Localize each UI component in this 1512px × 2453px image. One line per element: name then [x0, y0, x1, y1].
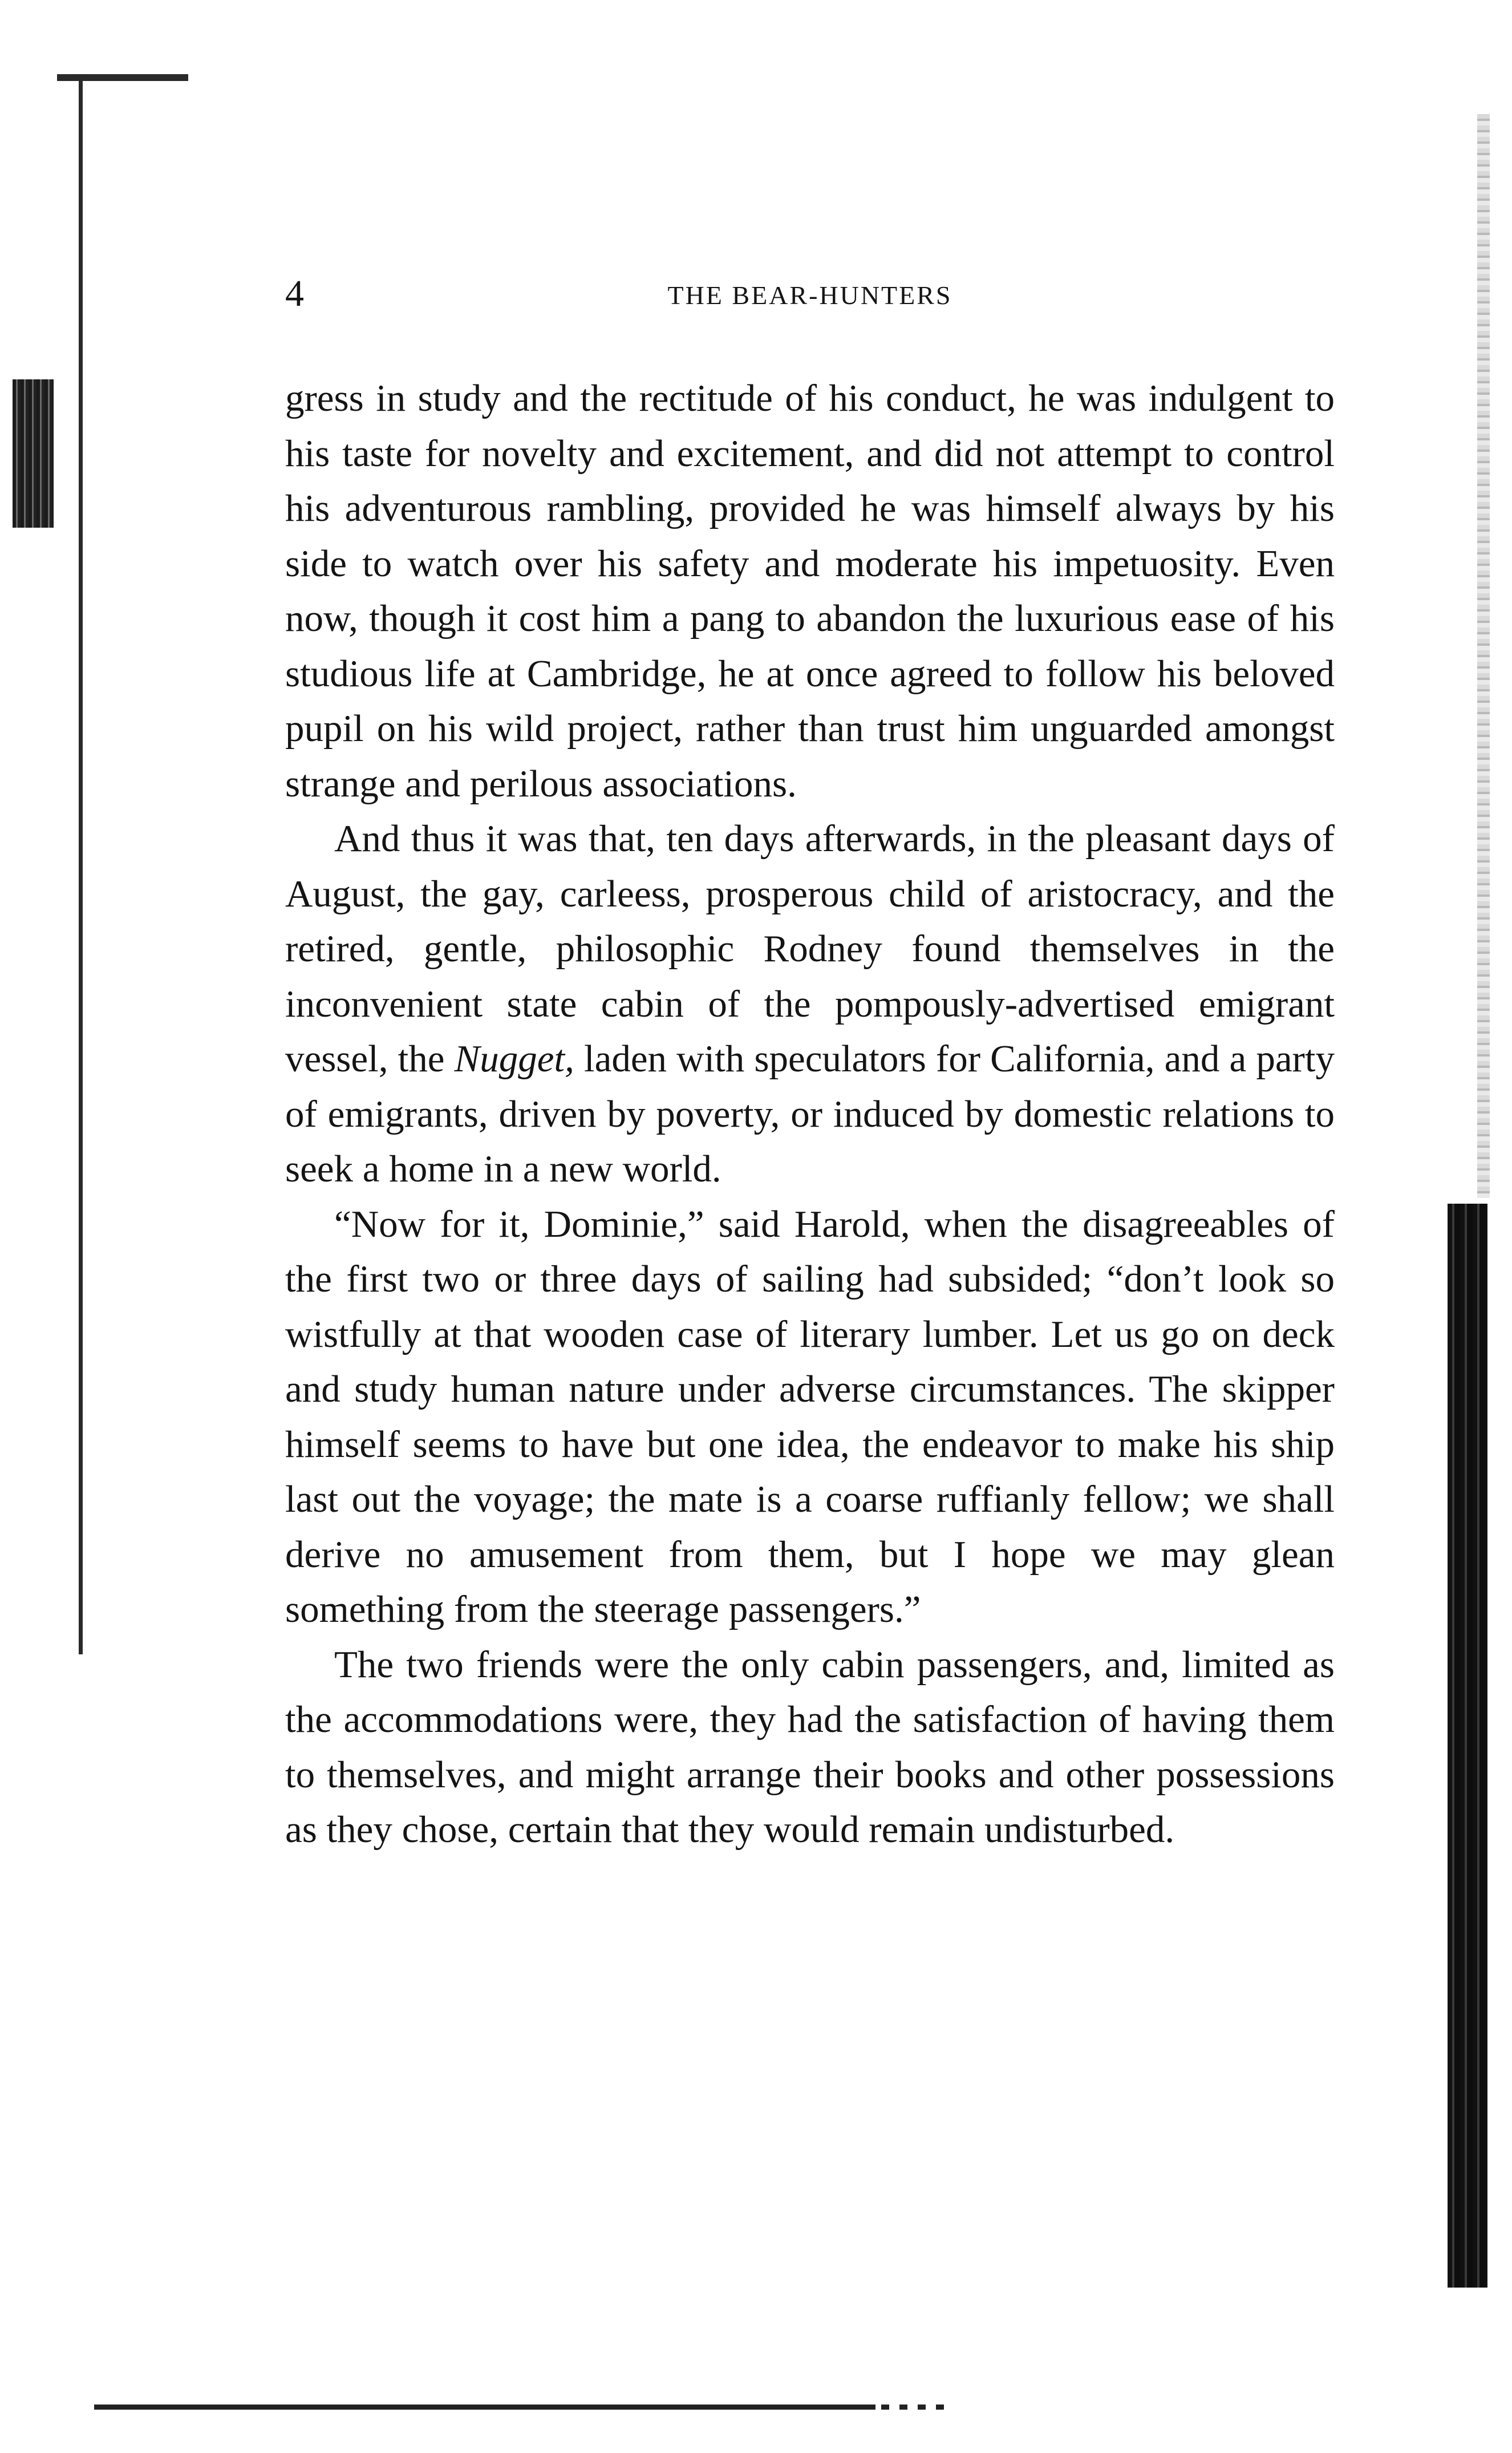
paragraph [285, 811, 1335, 1197]
scan-right-edge-noise [1477, 114, 1490, 1198]
paragraph-text: laden with speculators for California, and a party of emigrants, driven by poverty, or induced by domestic relations to seek a home in a new world. [285, 1038, 1335, 1190]
paragraph: gress in study and the rectitude of his conduct, he was indulgent to his taste for novelty and excitement, and did not attempt to control his adventurous rambling, provided he was himself always by his side to watch over his safety and moderate his impetuosity. Even now, though it cost him a pang to abandon the luxurious ease of his studious life at Cambridge, he at once agreed to follow his beloved pupil on his wild project, rather than trust him unguarded amongst strange and perilous associations. [285, 377, 1335, 805]
scan-corner-mark [57, 74, 188, 81]
body-text [285, 371, 1335, 1857]
paragraph-text: And thus it was that, ten days afterwards, in the pleasant days of August, the gay, carleess, prosperous child of aristocracy, and the retired, gentle, philosophic Rodney found themselves in the inconvenient state cabin of the pompously-advertised emigrant vessel, the [285, 817, 1335, 1080]
scan-bottom-line [94, 2405, 875, 2410]
paragraph: The two friends were the only cabin passengers, and, limited as the accommodations were, they had the satisfaction of having them to themselves, and might arrange their books and other possessions as they chose, certain that they would remain undisturbed. [285, 1643, 1335, 1851]
page-number: 4 [285, 273, 304, 314]
scan-bottom-dashes [881, 2405, 950, 2410]
scan-right-dark-edge [1448, 1204, 1487, 2288]
paragraph: “Now for it, Dominie,” said Harold, when the disagreeables of the first two or three days of sailing had subsided; “don’t look so wistfully at that wooden case of literary lumber. Let us go on deck and study human nature under adverse circumstances. The skipper himself seems to have but one idea, the endeavor to make his ship last out the voyage; the mate is a coarse ruffianly fellow; we shall derive no amusement from them, but I hope we may glean something from the steerage passengers.” [285, 1203, 1335, 1630]
scan-left-dark-mark [13, 379, 54, 528]
running-title: THE BEAR-HUNTERS [667, 281, 952, 310]
ship-name: Nugget, [454, 1038, 574, 1080]
scan-left-edge-line [79, 80, 83, 1654]
running-head [285, 274, 1335, 314]
